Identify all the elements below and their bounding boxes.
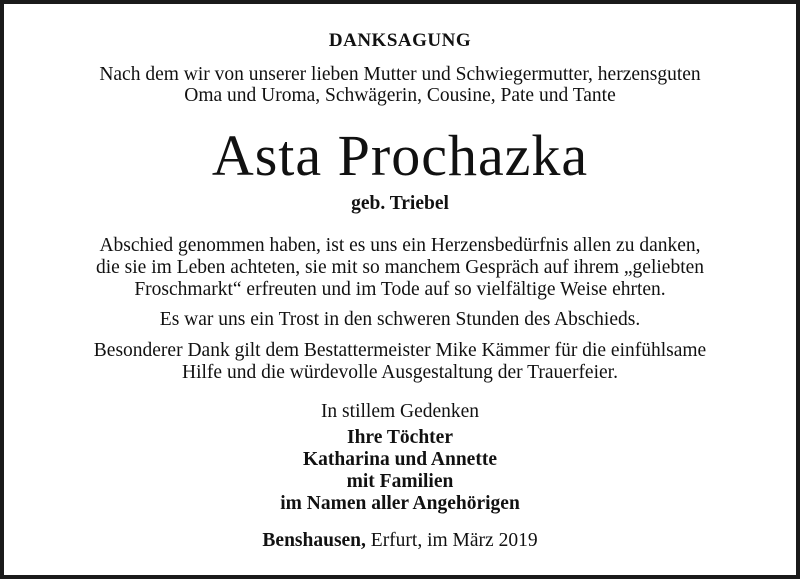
maiden-name: geb. Triebel — [351, 193, 449, 214]
paragraph-1-line-1: Abschied genommen haben, ist es uns ein Herzensbedürfnis allen zu danken, — [99, 235, 701, 256]
intro-line-1: Nach dem wir von unserer lieben Mutter und Schwiegermutter, herzensguten — [99, 64, 701, 85]
signature-line-2: Katharina und Annette — [303, 449, 497, 470]
deceased-name: Asta Prochazka — [211, 123, 589, 188]
signature-line-3: mit Familien — [346, 471, 454, 492]
closing-phrase: In stillem Gedenken — [320, 401, 480, 422]
place-date — [4, 530, 796, 551]
paragraph-1-line-3: Froschmarkt“ erfreuten und im Tode auf so vielfältige Weise ehrten. — [134, 279, 666, 300]
paragraph-3-line-1: Besonderer Dank gilt dem Bestattermeister Mike Kämmer für die einfühlsame — [93, 340, 707, 361]
place-date-rest: Erfurt, im März 2019 — [365, 530, 538, 551]
signature-line-1: Ihre Töchter — [347, 427, 453, 448]
notice-heading: DANKSAGUNG — [328, 30, 472, 51]
intro-line-2: Oma und Uroma, Schwägerin, Cousine, Pate und Tante — [184, 85, 616, 106]
place-name: Benshausen, — [262, 530, 366, 551]
paragraph-2: Es war uns ein Trost in den schweren Stunden des Abschieds. — [159, 309, 641, 330]
signature-line-4: im Namen aller Angehörigen — [280, 493, 520, 514]
paragraph-3-line-2: Hilfe und die würdevolle Ausgestaltung der Trauerfeier. — [182, 362, 618, 383]
paragraph-1-line-2: die sie im Leben achteten, sie mit so manchem Gespräch auf ihrem „geliebten — [95, 257, 705, 278]
